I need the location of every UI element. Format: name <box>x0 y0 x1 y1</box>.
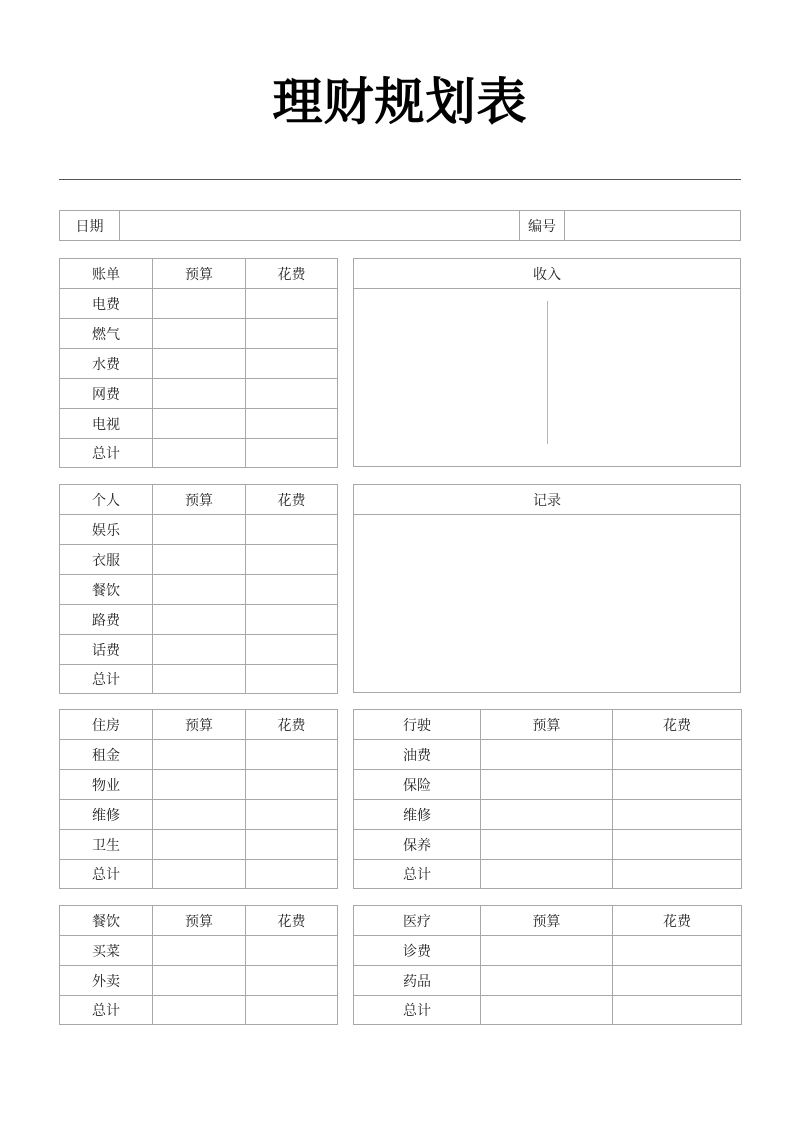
spent-cell[interactable] <box>246 319 338 349</box>
row-label: 外卖 <box>60 966 153 996</box>
income-divider <box>547 301 548 444</box>
page-title: 理财规划表 <box>272 73 528 131</box>
housing-header-category: 住房 <box>60 710 153 740</box>
budget-cell[interactable] <box>481 770 613 800</box>
spent-cell[interactable] <box>246 665 338 694</box>
spent-cell[interactable] <box>246 740 338 770</box>
row-label: 总计 <box>60 860 153 889</box>
housing-header-budget: 预算 <box>153 710 246 740</box>
row-label: 网费 <box>60 379 153 409</box>
row-label: 电视 <box>60 409 153 439</box>
records-panel[interactable] <box>353 484 741 693</box>
table-row <box>60 545 338 575</box>
row-label: 维修 <box>60 800 153 830</box>
table-row <box>60 665 338 694</box>
driving-header-spent: 花费 <box>613 710 742 740</box>
table-row <box>354 740 742 770</box>
budget-cell[interactable] <box>153 635 246 665</box>
row-label: 保养 <box>354 830 481 860</box>
records-label: 记录 <box>354 485 740 515</box>
row-label: 卫生 <box>60 830 153 860</box>
row-label: 总计 <box>354 860 481 889</box>
spent-cell[interactable] <box>246 439 338 468</box>
budget-cell[interactable] <box>153 349 246 379</box>
budget-cell[interactable] <box>153 515 246 545</box>
table-row <box>60 635 338 665</box>
spent-cell[interactable] <box>246 349 338 379</box>
budget-cell[interactable] <box>481 830 613 860</box>
budget-cell[interactable] <box>481 966 613 996</box>
spent-cell[interactable] <box>613 936 742 966</box>
medical-header-budget: 预算 <box>481 906 613 936</box>
spent-cell[interactable] <box>246 635 338 665</box>
table-header-row <box>60 485 338 515</box>
budget-cell[interactable] <box>481 936 613 966</box>
row-label: 路费 <box>60 605 153 635</box>
bills-header-spent: 花费 <box>246 259 338 289</box>
dining-header-category: 餐饮 <box>60 906 153 936</box>
table-row <box>354 770 742 800</box>
personal-header-budget: 预算 <box>153 485 246 515</box>
table-row <box>60 515 338 545</box>
table-row <box>354 996 742 1025</box>
spent-cell[interactable] <box>613 830 742 860</box>
table-header-row <box>354 906 742 936</box>
spent-cell[interactable] <box>246 860 338 889</box>
spent-cell[interactable] <box>246 605 338 635</box>
table-header-row <box>354 710 742 740</box>
bills-header-budget: 预算 <box>153 259 246 289</box>
driving-table <box>353 709 742 889</box>
medical-table <box>353 905 742 1025</box>
budget-cell[interactable] <box>153 545 246 575</box>
row-label: 总计 <box>60 996 153 1025</box>
budget-cell[interactable] <box>153 996 246 1025</box>
budget-cell[interactable] <box>153 439 246 468</box>
spent-cell[interactable] <box>613 770 742 800</box>
budget-cell[interactable] <box>153 830 246 860</box>
spent-cell[interactable] <box>246 575 338 605</box>
table-row <box>60 575 338 605</box>
spent-cell[interactable] <box>246 966 338 996</box>
row-label: 买菜 <box>60 936 153 966</box>
budget-cell[interactable] <box>153 379 246 409</box>
number-field[interactable] <box>565 211 740 240</box>
budget-cell[interactable] <box>481 996 613 1025</box>
budget-cell[interactable] <box>153 800 246 830</box>
budget-cell[interactable] <box>153 319 246 349</box>
budget-cell[interactable] <box>153 936 246 966</box>
table-row <box>354 800 742 830</box>
table-row <box>60 289 338 319</box>
table-row <box>354 966 742 996</box>
budget-cell[interactable] <box>153 605 246 635</box>
row-label: 总计 <box>60 439 153 468</box>
driving-header-budget: 预算 <box>481 710 613 740</box>
table-header-row <box>60 710 338 740</box>
row-label: 油费 <box>354 740 481 770</box>
table-row <box>60 936 338 966</box>
row-label: 衣服 <box>60 545 153 575</box>
title-divider <box>59 179 741 180</box>
budget-cell[interactable] <box>153 966 246 996</box>
spent-cell[interactable] <box>613 800 742 830</box>
table-row <box>60 860 338 889</box>
housing-table <box>59 709 338 889</box>
spent-cell[interactable] <box>613 966 742 996</box>
driving-header-category: 行驶 <box>354 710 481 740</box>
medical-header-spent: 花费 <box>613 906 742 936</box>
budget-cell[interactable] <box>153 740 246 770</box>
table-row <box>60 800 338 830</box>
table-row <box>60 409 338 439</box>
medical-header-category: 医疗 <box>354 906 481 936</box>
row-label: 水费 <box>60 349 153 379</box>
bills-table <box>59 258 338 468</box>
personal-header-category: 个人 <box>60 485 153 515</box>
row-label: 物业 <box>60 770 153 800</box>
budget-cell[interactable] <box>153 409 246 439</box>
budget-cell[interactable] <box>481 740 613 770</box>
table-row <box>60 319 338 349</box>
budget-cell[interactable] <box>153 575 246 605</box>
dining-header-budget: 预算 <box>153 906 246 936</box>
spent-cell[interactable] <box>613 740 742 770</box>
budget-cell[interactable] <box>153 665 246 694</box>
row-label: 诊费 <box>354 936 481 966</box>
row-label: 话费 <box>60 635 153 665</box>
spent-cell[interactable] <box>246 515 338 545</box>
row-label: 总计 <box>60 665 153 694</box>
row-label: 租金 <box>60 740 153 770</box>
budget-cell[interactable] <box>153 770 246 800</box>
number-label: 编号 <box>520 211 565 240</box>
dining-table <box>59 905 338 1025</box>
budget-cell[interactable] <box>481 800 613 830</box>
spent-cell[interactable] <box>246 545 338 575</box>
table-header-row <box>60 259 338 289</box>
row-label: 总计 <box>354 996 481 1025</box>
table-row <box>60 605 338 635</box>
spent-cell[interactable] <box>246 770 338 800</box>
dining-header-spent: 花费 <box>246 906 338 936</box>
spent-cell[interactable] <box>613 996 742 1025</box>
spent-cell[interactable] <box>246 996 338 1025</box>
budget-cell[interactable] <box>153 289 246 319</box>
personal-table <box>59 484 338 694</box>
spent-cell[interactable] <box>246 409 338 439</box>
table-row <box>60 439 338 468</box>
row-label: 电费 <box>60 289 153 319</box>
table-row <box>60 830 338 860</box>
table-header-row <box>60 906 338 936</box>
table-row <box>60 379 338 409</box>
spent-cell[interactable] <box>246 936 338 966</box>
row-label: 保险 <box>354 770 481 800</box>
spent-cell[interactable] <box>246 800 338 830</box>
housing-header-spent: 花费 <box>246 710 338 740</box>
income-label: 收入 <box>354 259 740 289</box>
spent-cell[interactable] <box>246 289 338 319</box>
date-field[interactable] <box>120 211 520 240</box>
bills-header-category: 账单 <box>60 259 153 289</box>
table-row <box>60 966 338 996</box>
table-row <box>60 770 338 800</box>
income-panel[interactable] <box>353 258 741 467</box>
table-row <box>60 740 338 770</box>
budget-cell[interactable] <box>153 860 246 889</box>
personal-header-spent: 花费 <box>246 485 338 515</box>
budget-cell[interactable] <box>481 860 613 889</box>
date-label: 日期 <box>60 211 120 240</box>
table-row <box>60 349 338 379</box>
table-row <box>354 860 742 889</box>
spent-cell[interactable] <box>246 830 338 860</box>
table-row <box>60 996 338 1025</box>
row-label: 维修 <box>354 800 481 830</box>
table-row <box>354 830 742 860</box>
spent-cell[interactable] <box>613 860 742 889</box>
row-label: 燃气 <box>60 319 153 349</box>
date-number-row <box>59 210 741 241</box>
row-label: 娱乐 <box>60 515 153 545</box>
row-label: 药品 <box>354 966 481 996</box>
table-row <box>354 936 742 966</box>
row-label: 餐饮 <box>60 575 153 605</box>
spent-cell[interactable] <box>246 379 338 409</box>
